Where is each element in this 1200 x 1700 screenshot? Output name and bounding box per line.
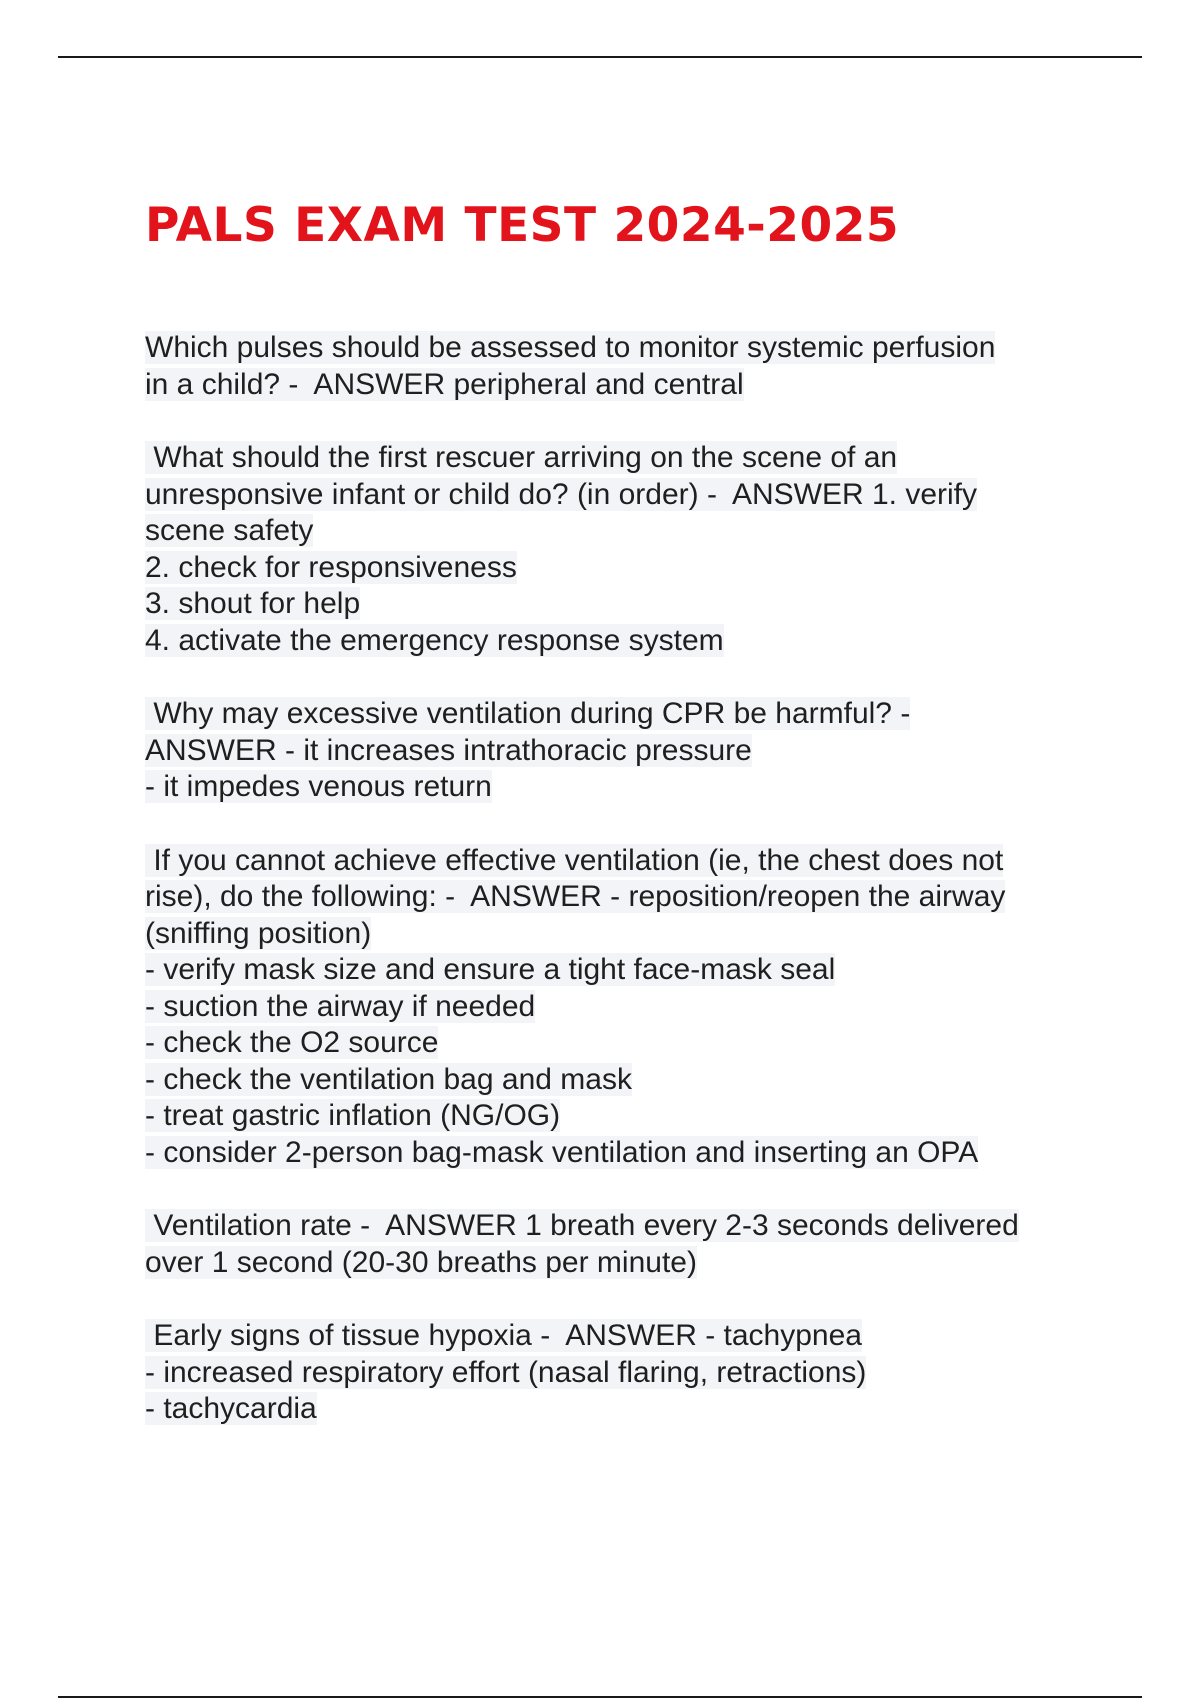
- top-divider: [58, 56, 1142, 58]
- qa-line: Why may excessive ventilation during CPR be harmful? -: [145, 697, 911, 730]
- qa-line: 3. shout for help: [145, 587, 361, 620]
- qa-item-3: [145, 696, 1095, 806]
- qa-line: If you cannot achieve effective ventilation (ie, the chest does not: [145, 843, 1004, 877]
- qa-line: 4. activate the emergency response system: [145, 623, 724, 657]
- qa-line: Early signs of tissue hypoxia - ANSWER - tachypnea: [145, 1319, 862, 1352]
- qa-line: - check the ventilation bag and mask: [145, 1062, 632, 1096]
- qa-line: What should the first rescuer arriving on the scene of an: [145, 441, 898, 474]
- qa-line: scene safety: [145, 514, 314, 547]
- qa-list: [145, 330, 1095, 1465]
- qa-line: over 1 second (20-30 breaths per minute): [145, 1245, 697, 1279]
- qa-line: - verify mask size and ensure a tight face-mask seal: [145, 953, 836, 986]
- qa-line: ANSWER - it increases intrathoracic pressure: [145, 733, 752, 767]
- qa-item-6: [145, 1318, 1095, 1428]
- qa-line: (sniffing position): [145, 916, 372, 950]
- qa-line: 2. check for responsiveness: [145, 550, 517, 584]
- qa-line: Which pulses should be assessed to monitor systemic perfusion: [145, 331, 996, 364]
- document-title: PALS EXAM TEST 2024-2025: [145, 198, 900, 253]
- qa-item-4: [145, 843, 1095, 1172]
- qa-line: - increased respiratory effort (nasal flaring, retractions): [145, 1355, 867, 1389]
- qa-item-2: [145, 440, 1095, 659]
- qa-line: - check the O2 source: [145, 1026, 439, 1059]
- bottom-divider: [58, 1696, 1142, 1698]
- qa-line: - consider 2-person bag-mask ventilation and inserting an OPA: [145, 1135, 979, 1169]
- qa-line: unresponsive infant or child do? (in order) - ANSWER 1. verify: [145, 477, 978, 511]
- qa-line: - treat gastric inflation (NG/OG): [145, 1099, 561, 1132]
- qa-line: - tachycardia: [145, 1392, 317, 1425]
- qa-line: Ventilation rate - ANSWER 1 breath every 2-3 seconds delivered: [145, 1209, 1019, 1242]
- qa-line: - it impedes venous return: [145, 770, 492, 803]
- qa-line: in a child? - ANSWER peripheral and central: [145, 367, 744, 401]
- qa-item-5: [145, 1208, 1095, 1281]
- qa-item-1: [145, 330, 1095, 403]
- qa-line: rise), do the following: - ANSWER - reposition/reopen the airway: [145, 880, 1006, 913]
- qa-line: - suction the airway if needed: [145, 989, 536, 1023]
